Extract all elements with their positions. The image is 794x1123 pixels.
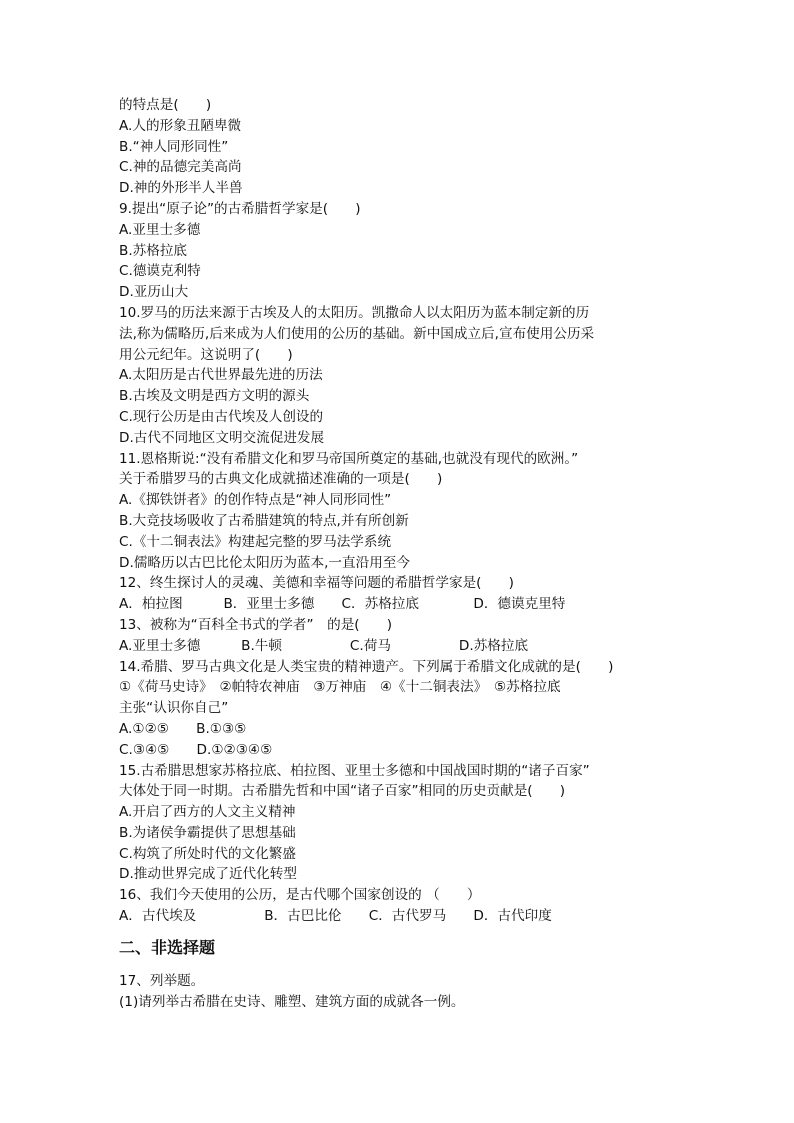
answer-block	[119, 971, 689, 1013]
text-line: 主张“认识你自己”	[119, 700, 229, 717]
text-line: B.苏格拉底	[119, 242, 188, 259]
text-line: A.开启了西方的人文主义精神	[119, 804, 296, 821]
text-line: C.德谟克利特	[119, 263, 201, 280]
text-line: 法,称为儒略历,后来成为人们使用的公历的基础。新中国成立后,宣布使用公历采	[119, 325, 595, 342]
text-line: A.亚里士多德	[119, 221, 201, 238]
text-line: 用公元纪年。这说明了( )	[119, 346, 293, 363]
text-line: 大体处于同一时期。古希腊先哲和中国“诸子百家”相同的历史贡献是( )	[119, 783, 566, 800]
text-line: 的特点是( )	[119, 97, 212, 113]
text-line: A.人的形象丑陋卑微	[119, 117, 242, 134]
text-line: B.“神人同形同性”	[119, 138, 229, 155]
text-line: D.古代不同地区文明交流促进发展	[119, 429, 325, 446]
text-line: D.神的外形半人半兽	[119, 180, 243, 197]
text-line: B.大竞技场吸收了古希腊建筑的特点,并有所创新	[119, 512, 409, 529]
text-line: 16、我们今天使用的公历，是古代哪个国家创设的 （ ）	[119, 887, 481, 904]
text-line: D.儒略历以古巴比伦太阳历为蓝本,一直沿用至今	[119, 554, 410, 571]
text-line: 11.恩格斯说:“没有希腊文化和罗马帝国所奠定的基础,也就没有现代的欧洲。”	[119, 450, 579, 467]
text-line: 12、终生探讨人的灵魂、美德和幸福等问题的希腊哲学家是( )	[119, 575, 514, 592]
text-line: B.古埃及文明是西方文明的源头	[119, 388, 310, 405]
text-line: 14.希腊、罗马古典文化是人类宝贵的精神遗产。下列属于希腊文化成就的是( )	[119, 658, 614, 675]
text-line: A.亚里士多德 B.牛顿 C.荷马 D.苏格拉底	[119, 637, 529, 654]
section-title: 二、非选择题	[119, 937, 216, 957]
text-line: A.①②⑤ B.①③⑤	[119, 720, 247, 737]
text-line: D.亚历山大	[119, 284, 189, 301]
text-line: (1)请列举古希腊在史诗、雕塑、建筑方面的成就各一例。	[119, 993, 465, 1010]
text-line: 15.古希腊思想家苏格拉底、柏拉图、亚里士多德和中国战国时期的“诸子百家”	[119, 762, 590, 779]
text-line: C.构筑了所处时代的文化繁盛	[119, 845, 296, 862]
text-line: ①《荷马史诗》 ②帕特农神庙 ③万神庙 ④《十二铜表法》 ⑤苏格拉底	[119, 679, 561, 696]
text-line: C.现行公历是由古代埃及人创设的	[119, 408, 324, 425]
text-line: 17、列举题。	[119, 972, 205, 989]
text-line: A．古代埃及 B．古巴比伦 C．古代罗马 D．古代印度	[119, 908, 552, 925]
text-line: C.《十二铜表法》构建起完整的罗马法学系统	[119, 533, 392, 550]
text-line: A.《掷铁饼者》的创作特点是“神人同形同性”	[119, 492, 392, 509]
text-line: D.推动世界完成了近代化转型	[119, 866, 297, 883]
text-line: 9.提出“原子论”的古希腊哲学家是( )	[119, 200, 361, 217]
text-line: 关于希腊罗马的古典文化成就描述准确的一项是( )	[119, 471, 443, 488]
text-line: A.太阳历是古代世界最先进的历法	[119, 367, 323, 384]
text-line: C.神的品德完美高尚	[119, 159, 242, 176]
text-line: 13、被称为“百科全书式的学者” 的是( )	[119, 616, 393, 633]
text-line: 10.罗马的历法来源于古埃及人的太阳历。凯撒命人以太阳历为蓝本制定新的历	[119, 304, 590, 321]
document-page	[119, 95, 689, 1012]
text-line: C.③④⑤ D.①②③④⑤	[119, 741, 273, 758]
text-line: A．柏拉图 B．亚里士多德 C．苏格拉底 D．德谟克里特	[119, 596, 566, 613]
question-block	[119, 95, 689, 927]
text-line: B.为诸侯争霸提供了思想基础	[119, 824, 296, 841]
